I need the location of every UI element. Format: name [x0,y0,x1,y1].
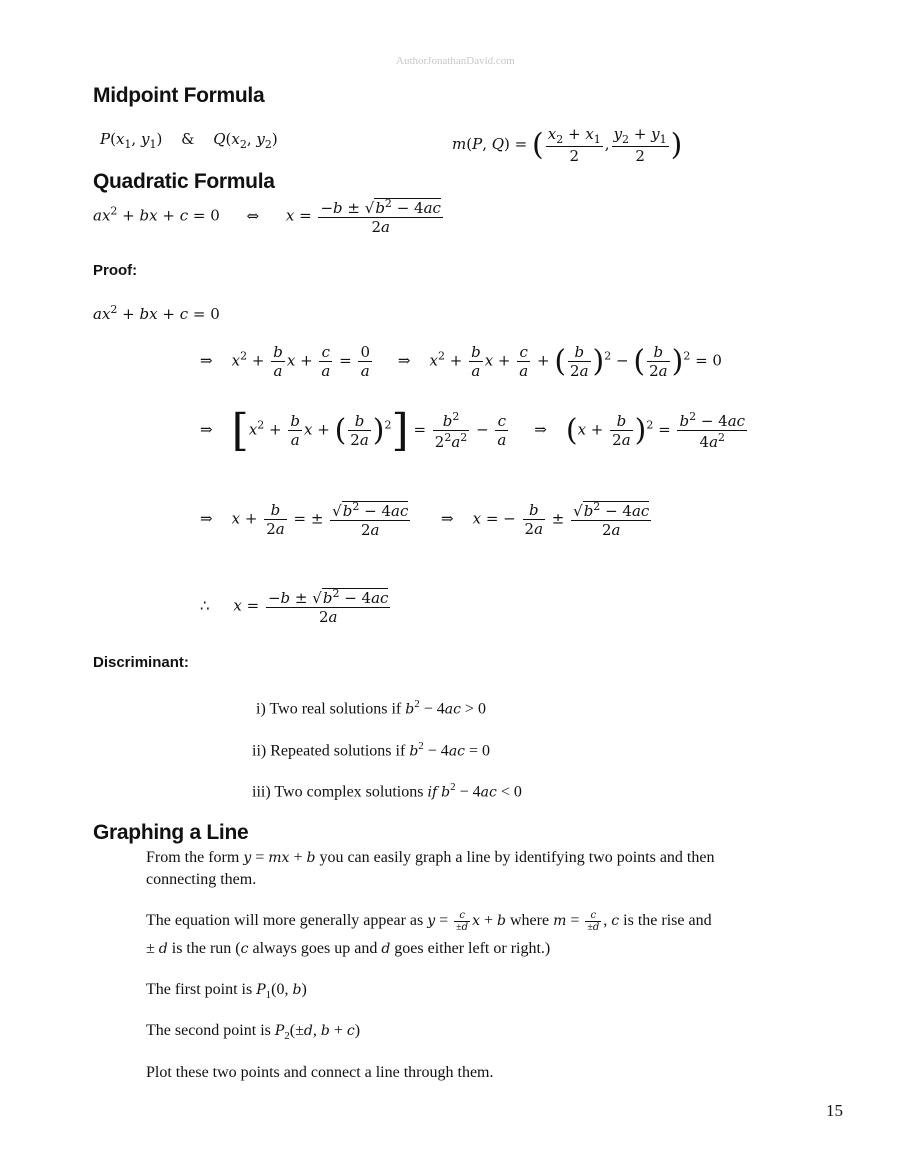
proof-label: Proof: [93,262,138,279]
graphing-first-point: The first point is $P_1(0$, b) [146,981,307,1002]
midpoint-equation: m(P, Q) = ( $\frac{x_2 + x_1}{2}$ , $\frac{y_2 + y_1}{2}$ ) [452,125,683,165]
discriminant-case-3: iii) Two complex solutions if $b^2 - 4ac < 0$ [252,781,522,801]
graphing-heading: Graphing a Line [93,821,249,844]
graphing-second-point: The second point is $P_2(\pm d$, b + c) [146,1022,361,1043]
quadratic-formula: $ax^2$ + bx + c = 0 ⇔ x = $\frac{-b \pm √b^2 - 4ac}{2a}$ [93,197,441,236]
graphing-paragraph-1: From the form y = mx + b you can easily graph a line by identifying two points and then connecting them. [146,849,715,888]
proof-step-1: ⇒ $x^2$ + $\frac{b}{a}$ x + $\frac{c}{a}$ = $\frac{0}{a}$ ⇒ $x^2$ + $\frac{b}{a}$ x + $\frac{c}{a}$ + ( $\frac{b}{2a}$ )$^2$ − ( $\frac{b}{2a}$ )$^2$ = 0 [200,343,722,380]
therefore-symbol: ∴ [200,596,210,615]
page-number: 15 [826,1101,843,1120]
discriminant-case-1: i) Two real solutions if $b^2 - 4ac > 0$ [256,698,486,718]
graphing-paragraph-2: The equation will more generally appear as y = $\frac{c}{\pm d}$ x + b where m = $\frac{c}{\pm d}$ , c is the rise and ± d is the run (c always goes up and d goes either left or right.) [146,909,712,957]
proof-step-2: ⇒ [$x^2$ + $\frac{b}{a}$ x + ( $\frac{b}{2a}$ )$^2$] = $\frac{b^2}{2^2a^2}$ − $\frac{c}{a}$ ⇒ (x + $\frac{b}{2a}$ )$^2$ = $\frac{b^2 - 4ac}{4a^2}$ [200,405,746,456]
ampersand: & [181,130,195,148]
proof-start: $ax^2$ + bx + c = 0 [93,303,220,323]
proof-conclusion: ∴ x = $\frac{-b \pm √b^2 - 4ac}{2a}$ [200,587,389,626]
discriminant-label: Discriminant: [93,654,189,671]
midpoint-heading: Midpoint Formula [93,84,265,107]
midpoint-points: $P(x_1$, $y_1$) & $Q(x_2$, $y_2$) [100,130,278,151]
graphing-final-instruction: Plot these two points and connect a line through them. [146,1064,494,1081]
proof-step-3: ⇒ x + $\frac{b}{2a}$ = ± $\frac{√b^2 - 4ac}{2a}$ ⇒ x = − $\frac{b}{2a}$ ± $\frac{√b^2 - 4ac}{2a}$ [200,500,650,539]
watermark: AuthorJonathanDavid.com [396,55,515,67]
quadratic-heading: Quadratic Formula [93,170,275,193]
discriminant-case-2: ii) Repeated solutions if $b^2 - 4ac = 0$ [252,740,491,760]
